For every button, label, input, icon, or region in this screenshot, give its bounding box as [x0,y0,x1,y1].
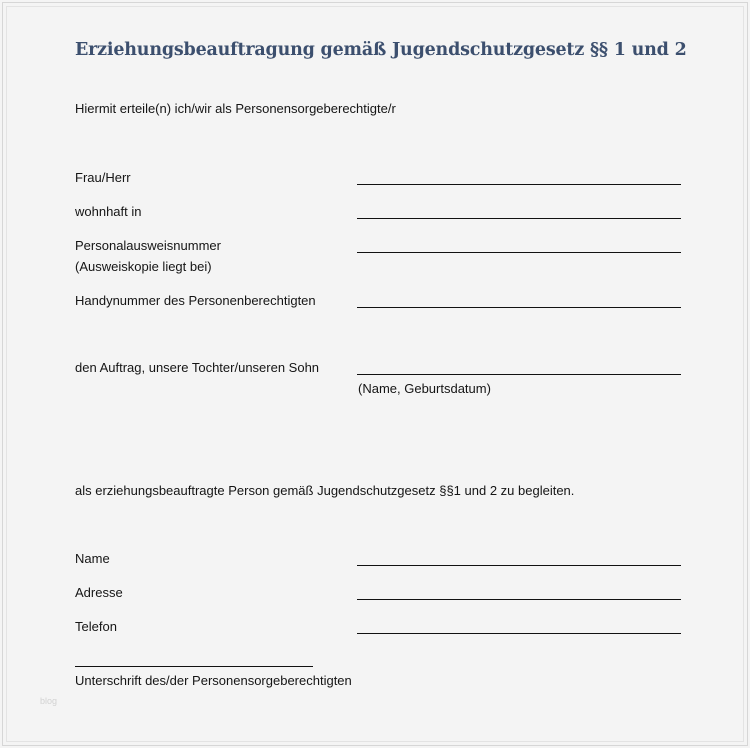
delegate-label-name: Name [75,551,110,566]
field-line-name[interactable] [357,184,681,185]
field-line-mobile[interactable] [357,307,681,308]
delegate-label-address: Adresse [75,585,123,600]
field-line-residence[interactable] [357,218,681,219]
delegate-label-phone: Telefon [75,619,117,634]
delegate-line-address[interactable] [357,599,681,600]
field-hint-child: (Name, Geburtsdatum) [358,381,491,396]
watermark: blog [40,696,58,706]
signature-line[interactable] [75,666,313,667]
mandate-text: als erziehungsbeauftragte Person gemäß Jugendschutzgesetz §§1 und 2 zu begleiten. [75,483,575,498]
delegate-line-phone[interactable] [357,633,681,634]
delegate-line-name[interactable] [357,565,681,566]
field-sublabel-id-copy: (Ausweiskopie liegt bei) [75,259,212,274]
field-label-residence: wohnhaft in [75,204,142,219]
signature-label: Unterschrift des/der Personensorgeberechtigten [75,673,352,688]
intro-text: Hiermit erteile(n) ich/wir als Personensorgeberechtigte/r [75,101,396,116]
field-label-mobile: Handynummer des Personenberechtigten [75,293,316,308]
field-label-name: Frau/Herr [75,170,131,185]
document-title: Erziehungsbeauftragung gemäß Jugendschutzgesetz §§ 1 und 2 [75,40,687,60]
field-line-child[interactable] [357,374,681,375]
field-line-id-number[interactable] [357,252,681,253]
field-label-child: den Auftrag, unsere Tochter/unseren Sohn [75,360,320,375]
field-label-id-number: Personalausweisnummer [75,238,221,253]
